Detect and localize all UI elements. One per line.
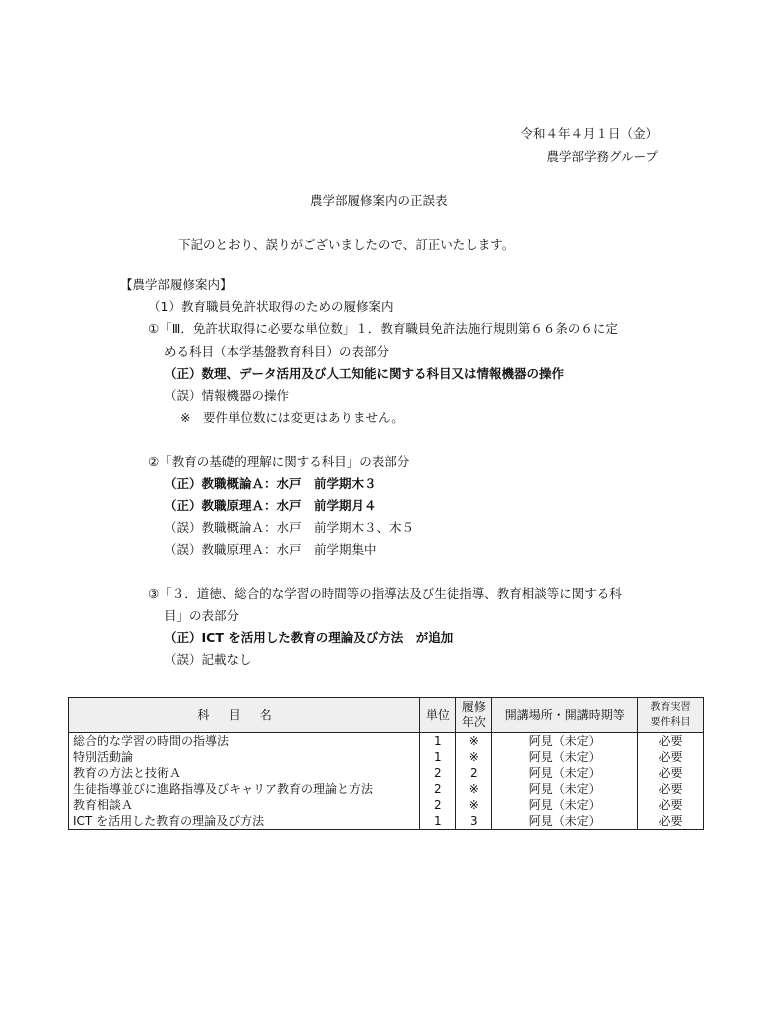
item1-wrong: （誤）情報機器の操作 — [164, 388, 290, 403]
item2-correct-2: （正）教職原理Ａ：水戸 前学期月４ — [164, 498, 377, 513]
item3-correct: （正）ICT を活用した教育の理論及び方法 が追加 — [164, 630, 454, 645]
item3-wrong: （誤）記載なし — [164, 652, 252, 667]
item1-heading-line2: める科目（本学基盤教育科目）の表部分 — [164, 344, 390, 359]
cell-year: 2 — [456, 765, 492, 781]
item2-wrong-1: （誤）教職概論Ａ：水戸 前学期木３、木５ — [164, 520, 415, 535]
table-row — [69, 733, 704, 750]
cell-year: ※ — [456, 733, 492, 750]
cell-location: 阿見（未定） — [492, 797, 638, 813]
cell-location: 阿見（未定） — [492, 733, 638, 750]
cell-subject: 教育相談Ａ — [69, 797, 420, 813]
item1-heading-line1: ①「Ⅲ．免許状取得に必要な単位数」１．教育職員免許法施行規則第６６条の６に定 — [148, 321, 618, 336]
header-location: 開講場所・開講時期等 — [492, 698, 638, 733]
table-header-row — [69, 698, 704, 733]
cell-credits: 2 — [420, 765, 456, 781]
cell-location: 阿見（未定） — [492, 749, 638, 765]
cell-required: 必要 — [638, 749, 704, 765]
cell-subject: 総合的な学習の時間の指導法 — [69, 733, 420, 750]
cell-required: 必要 — [638, 733, 704, 750]
cell-required: 必要 — [638, 765, 704, 781]
cell-year: ※ — [456, 781, 492, 797]
cell-credits: 1 — [420, 749, 456, 765]
table-row — [69, 813, 704, 830]
cell-required: 必要 — [638, 813, 704, 830]
cell-subject: ICT を活用した教育の理論及び方法 — [69, 813, 420, 830]
table-row — [69, 781, 704, 797]
document-title: 農学部履修案内の正誤表 — [310, 193, 448, 208]
cell-year: ※ — [456, 797, 492, 813]
item3-heading-line1: ③「３．道徳、総合的な学習の時間等の指導法及び生徒指導、教育相談等に関する科 — [148, 586, 622, 601]
cell-location: 阿見（未定） — [492, 765, 638, 781]
header-credits: 単位 — [420, 698, 456, 733]
cell-credits: 2 — [420, 781, 456, 797]
header-subject: 科目名 — [69, 698, 420, 733]
cell-year: 3 — [456, 813, 492, 830]
item1-correct: （正）数理、データ活用及び人工知能に関する科目又は情報機器の操作 — [164, 366, 565, 381]
cell-credits: 1 — [420, 733, 456, 750]
cell-location: 阿見（未定） — [492, 781, 638, 797]
cell-required: 必要 — [638, 797, 704, 813]
document-date: 令和４年４月１日（金） — [520, 126, 658, 141]
header-required: 教育実習 要件科目 — [638, 698, 704, 733]
header-year: 履修 年次 — [456, 698, 492, 733]
table-row — [69, 797, 704, 813]
cell-location: 阿見（未定） — [492, 813, 638, 830]
item2-correct-1: （正）教職概論Ａ：水戸 前学期木３ — [164, 476, 377, 491]
section-heading: 【農学部履修案内】 — [120, 277, 233, 292]
subsection-heading: （1）教育職員免許状取得のための履修案内 — [148, 299, 394, 314]
item1-note: ※ 要件単位数には変更はありません。 — [180, 410, 404, 425]
cell-required: 必要 — [638, 781, 704, 797]
item3-heading-line2: 目」の表部分 — [164, 608, 240, 623]
table-row — [69, 765, 704, 781]
cell-credits: 1 — [420, 813, 456, 830]
cell-subject: 特別活動論 — [69, 749, 420, 765]
cell-credits: 2 — [420, 797, 456, 813]
table-row — [69, 749, 704, 765]
issuing-department: 農学部学務グループ — [546, 149, 658, 164]
item2-heading: ②「教育の基礎的理解に関する科目」の表部分 — [148, 454, 410, 469]
cell-subject: 生徒指導並びに進路指導及びキャリア教育の理論と方法 — [69, 781, 420, 797]
cell-year: ※ — [456, 749, 492, 765]
intro-text: 下記のとおり、誤りがございましたので、訂正いたします。 — [178, 237, 515, 252]
course-table — [68, 697, 704, 830]
cell-subject: 教育の方法と技術Ａ — [69, 765, 420, 781]
item2-wrong-2: （誤）教職原理Ａ：水戸 前学期集中 — [164, 542, 377, 557]
